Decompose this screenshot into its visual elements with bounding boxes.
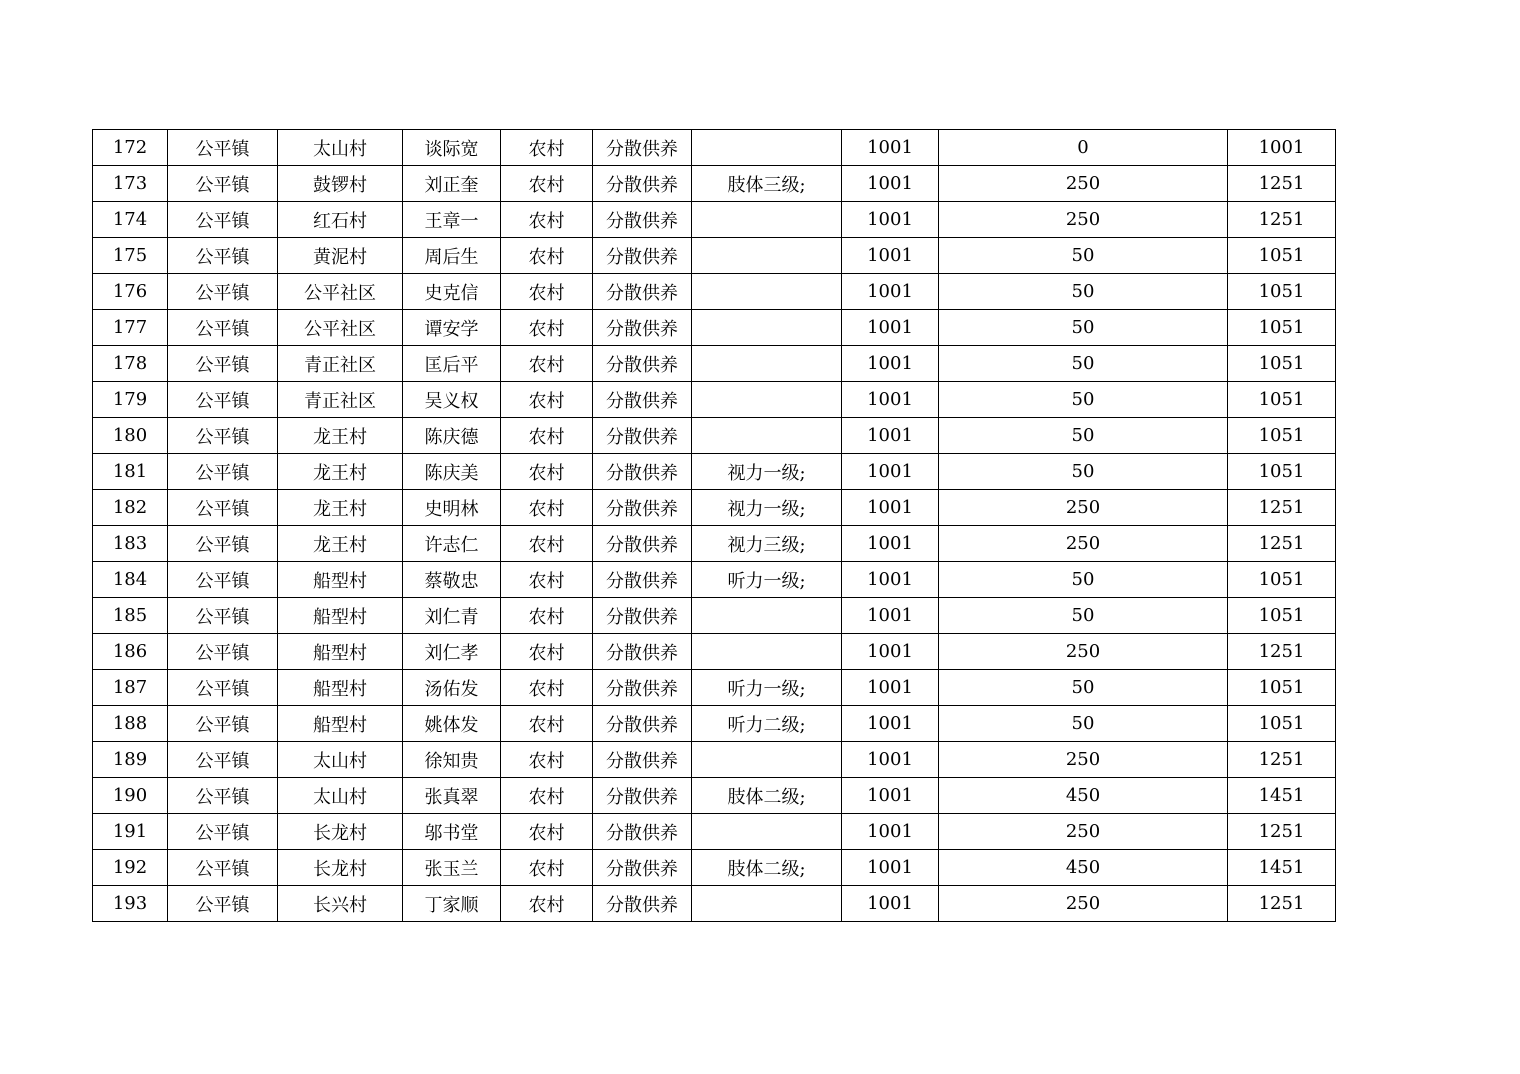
town-cell: 公平镇 bbox=[168, 886, 278, 922]
disability-level-cell: 视力一级; bbox=[692, 454, 842, 490]
extra-amount-cell: 250 bbox=[939, 742, 1228, 778]
town-cell: 公平镇 bbox=[168, 598, 278, 634]
row-number-cell: 192 bbox=[93, 850, 168, 886]
village-cell: 船型村 bbox=[278, 670, 403, 706]
total-amount-cell: 1451 bbox=[1228, 778, 1336, 814]
town-cell: 公平镇 bbox=[168, 562, 278, 598]
total-amount-cell: 1251 bbox=[1228, 526, 1336, 562]
base-amount-cell: 1001 bbox=[842, 238, 939, 274]
data-table bbox=[92, 129, 1336, 922]
row-number-cell: 182 bbox=[93, 490, 168, 526]
table-row bbox=[93, 166, 1336, 202]
disability-level-cell: 肢体三级; bbox=[692, 166, 842, 202]
table-row bbox=[93, 850, 1336, 886]
town-cell: 公平镇 bbox=[168, 166, 278, 202]
area-type-cell: 农村 bbox=[501, 166, 593, 202]
table-row bbox=[93, 346, 1336, 382]
extra-amount-cell: 50 bbox=[939, 418, 1228, 454]
extra-amount-cell: 50 bbox=[939, 310, 1228, 346]
base-amount-cell: 1001 bbox=[842, 850, 939, 886]
total-amount-cell: 1251 bbox=[1228, 166, 1336, 202]
area-type-cell: 农村 bbox=[501, 670, 593, 706]
row-number-cell: 178 bbox=[93, 346, 168, 382]
extra-amount-cell: 250 bbox=[939, 814, 1228, 850]
area-type-cell: 农村 bbox=[501, 778, 593, 814]
area-type-cell: 农村 bbox=[501, 238, 593, 274]
support-type-cell: 分散供养 bbox=[593, 634, 692, 670]
row-number-cell: 193 bbox=[93, 886, 168, 922]
row-number-cell: 189 bbox=[93, 742, 168, 778]
person-name-cell: 徐知贵 bbox=[403, 742, 501, 778]
row-number-cell: 190 bbox=[93, 778, 168, 814]
table-body bbox=[93, 130, 1336, 922]
village-cell: 龙王村 bbox=[278, 454, 403, 490]
extra-amount-cell: 250 bbox=[939, 526, 1228, 562]
extra-amount-cell: 250 bbox=[939, 490, 1228, 526]
area-type-cell: 农村 bbox=[501, 490, 593, 526]
village-cell: 船型村 bbox=[278, 706, 403, 742]
total-amount-cell: 1251 bbox=[1228, 634, 1336, 670]
person-name-cell: 张真翠 bbox=[403, 778, 501, 814]
support-type-cell: 分散供养 bbox=[593, 490, 692, 526]
disability-level-cell bbox=[692, 634, 842, 670]
village-cell: 船型村 bbox=[278, 562, 403, 598]
person-name-cell: 许志仁 bbox=[403, 526, 501, 562]
disability-level-cell: 听力二级; bbox=[692, 706, 842, 742]
area-type-cell: 农村 bbox=[501, 274, 593, 310]
town-cell: 公平镇 bbox=[168, 850, 278, 886]
town-cell: 公平镇 bbox=[168, 274, 278, 310]
town-cell: 公平镇 bbox=[168, 382, 278, 418]
total-amount-cell: 1051 bbox=[1228, 238, 1336, 274]
table-row bbox=[93, 274, 1336, 310]
table-row bbox=[93, 706, 1336, 742]
area-type-cell: 农村 bbox=[501, 706, 593, 742]
village-cell: 公平社区 bbox=[278, 274, 403, 310]
table-row bbox=[93, 598, 1336, 634]
base-amount-cell: 1001 bbox=[842, 202, 939, 238]
row-number-cell: 179 bbox=[93, 382, 168, 418]
extra-amount-cell: 50 bbox=[939, 598, 1228, 634]
village-cell: 龙王村 bbox=[278, 526, 403, 562]
person-name-cell: 蔡敬忠 bbox=[403, 562, 501, 598]
row-number-cell: 175 bbox=[93, 238, 168, 274]
person-name-cell: 丁家顺 bbox=[403, 886, 501, 922]
table-row bbox=[93, 454, 1336, 490]
disability-level-cell bbox=[692, 202, 842, 238]
area-type-cell: 农村 bbox=[501, 382, 593, 418]
town-cell: 公平镇 bbox=[168, 778, 278, 814]
row-number-cell: 177 bbox=[93, 310, 168, 346]
village-cell: 黄泥村 bbox=[278, 238, 403, 274]
support-type-cell: 分散供养 bbox=[593, 814, 692, 850]
total-amount-cell: 1251 bbox=[1228, 742, 1336, 778]
extra-amount-cell: 450 bbox=[939, 850, 1228, 886]
disability-level-cell bbox=[692, 886, 842, 922]
town-cell: 公平镇 bbox=[168, 310, 278, 346]
table-row bbox=[93, 670, 1336, 706]
base-amount-cell: 1001 bbox=[842, 418, 939, 454]
area-type-cell: 农村 bbox=[501, 454, 593, 490]
extra-amount-cell: 50 bbox=[939, 346, 1228, 382]
area-type-cell: 农村 bbox=[501, 598, 593, 634]
base-amount-cell: 1001 bbox=[842, 526, 939, 562]
village-cell: 船型村 bbox=[278, 598, 403, 634]
area-type-cell: 农村 bbox=[501, 202, 593, 238]
village-cell: 长兴村 bbox=[278, 886, 403, 922]
area-type-cell: 农村 bbox=[501, 814, 593, 850]
total-amount-cell: 1051 bbox=[1228, 382, 1336, 418]
total-amount-cell: 1251 bbox=[1228, 886, 1336, 922]
village-cell: 太山村 bbox=[278, 778, 403, 814]
extra-amount-cell: 250 bbox=[939, 886, 1228, 922]
disability-level-cell: 听力一级; bbox=[692, 670, 842, 706]
table-row bbox=[93, 130, 1336, 166]
total-amount-cell: 1251 bbox=[1228, 202, 1336, 238]
extra-amount-cell: 450 bbox=[939, 778, 1228, 814]
table-row bbox=[93, 742, 1336, 778]
disability-level-cell bbox=[692, 310, 842, 346]
base-amount-cell: 1001 bbox=[842, 670, 939, 706]
person-name-cell: 邬书堂 bbox=[403, 814, 501, 850]
disability-level-cell bbox=[692, 130, 842, 166]
total-amount-cell: 1451 bbox=[1228, 850, 1336, 886]
person-name-cell: 匡后平 bbox=[403, 346, 501, 382]
disability-level-cell bbox=[692, 274, 842, 310]
disability-level-cell: 肢体二级; bbox=[692, 850, 842, 886]
village-cell: 太山村 bbox=[278, 130, 403, 166]
disability-level-cell: 视力一级; bbox=[692, 490, 842, 526]
area-type-cell: 农村 bbox=[501, 310, 593, 346]
town-cell: 公平镇 bbox=[168, 634, 278, 670]
person-name-cell: 张玉兰 bbox=[403, 850, 501, 886]
village-cell: 船型村 bbox=[278, 634, 403, 670]
support-type-cell: 分散供养 bbox=[593, 346, 692, 382]
extra-amount-cell: 50 bbox=[939, 382, 1228, 418]
village-cell: 青正社区 bbox=[278, 346, 403, 382]
base-amount-cell: 1001 bbox=[842, 130, 939, 166]
area-type-cell: 农村 bbox=[501, 562, 593, 598]
base-amount-cell: 1001 bbox=[842, 706, 939, 742]
table-row bbox=[93, 526, 1336, 562]
total-amount-cell: 1051 bbox=[1228, 418, 1336, 454]
total-amount-cell: 1051 bbox=[1228, 670, 1336, 706]
person-name-cell: 谭安学 bbox=[403, 310, 501, 346]
person-name-cell: 周后生 bbox=[403, 238, 501, 274]
town-cell: 公平镇 bbox=[168, 814, 278, 850]
town-cell: 公平镇 bbox=[168, 742, 278, 778]
table-row bbox=[93, 886, 1336, 922]
extra-amount-cell: 250 bbox=[939, 634, 1228, 670]
disability-level-cell bbox=[692, 238, 842, 274]
disability-level-cell bbox=[692, 598, 842, 634]
row-number-cell: 183 bbox=[93, 526, 168, 562]
town-cell: 公平镇 bbox=[168, 454, 278, 490]
base-amount-cell: 1001 bbox=[842, 310, 939, 346]
base-amount-cell: 1001 bbox=[842, 166, 939, 202]
support-type-cell: 分散供养 bbox=[593, 382, 692, 418]
base-amount-cell: 1001 bbox=[842, 598, 939, 634]
extra-amount-cell: 0 bbox=[939, 130, 1228, 166]
person-name-cell: 史明林 bbox=[403, 490, 501, 526]
row-number-cell: 186 bbox=[93, 634, 168, 670]
table-row bbox=[93, 814, 1336, 850]
person-name-cell: 刘正奎 bbox=[403, 166, 501, 202]
table-row bbox=[93, 238, 1336, 274]
person-name-cell: 姚体发 bbox=[403, 706, 501, 742]
village-cell: 公平社区 bbox=[278, 310, 403, 346]
base-amount-cell: 1001 bbox=[842, 382, 939, 418]
total-amount-cell: 1051 bbox=[1228, 598, 1336, 634]
table-row bbox=[93, 634, 1336, 670]
village-cell: 龙王村 bbox=[278, 418, 403, 454]
base-amount-cell: 1001 bbox=[842, 814, 939, 850]
total-amount-cell: 1051 bbox=[1228, 346, 1336, 382]
village-cell: 龙王村 bbox=[278, 490, 403, 526]
row-number-cell: 184 bbox=[93, 562, 168, 598]
row-number-cell: 185 bbox=[93, 598, 168, 634]
disability-level-cell bbox=[692, 742, 842, 778]
village-cell: 青正社区 bbox=[278, 382, 403, 418]
support-type-cell: 分散供养 bbox=[593, 742, 692, 778]
total-amount-cell: 1251 bbox=[1228, 490, 1336, 526]
row-number-cell: 174 bbox=[93, 202, 168, 238]
area-type-cell: 农村 bbox=[501, 418, 593, 454]
table-row bbox=[93, 490, 1336, 526]
support-type-cell: 分散供养 bbox=[593, 670, 692, 706]
person-name-cell: 王章一 bbox=[403, 202, 501, 238]
town-cell: 公平镇 bbox=[168, 202, 278, 238]
base-amount-cell: 1001 bbox=[842, 886, 939, 922]
town-cell: 公平镇 bbox=[168, 490, 278, 526]
person-name-cell: 陈庆德 bbox=[403, 418, 501, 454]
support-type-cell: 分散供养 bbox=[593, 526, 692, 562]
total-amount-cell: 1051 bbox=[1228, 562, 1336, 598]
total-amount-cell: 1251 bbox=[1228, 814, 1336, 850]
table-row bbox=[93, 418, 1336, 454]
extra-amount-cell: 50 bbox=[939, 706, 1228, 742]
support-type-cell: 分散供养 bbox=[593, 202, 692, 238]
person-name-cell: 刘仁青 bbox=[403, 598, 501, 634]
support-type-cell: 分散供养 bbox=[593, 706, 692, 742]
town-cell: 公平镇 bbox=[168, 526, 278, 562]
base-amount-cell: 1001 bbox=[842, 274, 939, 310]
area-type-cell: 农村 bbox=[501, 634, 593, 670]
support-type-cell: 分散供养 bbox=[593, 562, 692, 598]
table-row bbox=[93, 562, 1336, 598]
disability-level-cell bbox=[692, 814, 842, 850]
base-amount-cell: 1001 bbox=[842, 778, 939, 814]
disability-level-cell bbox=[692, 382, 842, 418]
base-amount-cell: 1001 bbox=[842, 454, 939, 490]
village-cell: 太山村 bbox=[278, 742, 403, 778]
support-type-cell: 分散供养 bbox=[593, 850, 692, 886]
row-number-cell: 181 bbox=[93, 454, 168, 490]
support-type-cell: 分散供养 bbox=[593, 418, 692, 454]
area-type-cell: 农村 bbox=[501, 130, 593, 166]
table-row bbox=[93, 778, 1336, 814]
town-cell: 公平镇 bbox=[168, 130, 278, 166]
table-row bbox=[93, 310, 1336, 346]
town-cell: 公平镇 bbox=[168, 418, 278, 454]
area-type-cell: 农村 bbox=[501, 526, 593, 562]
row-number-cell: 173 bbox=[93, 166, 168, 202]
support-type-cell: 分散供养 bbox=[593, 166, 692, 202]
disability-level-cell bbox=[692, 346, 842, 382]
disability-level-cell bbox=[692, 418, 842, 454]
village-cell: 红石村 bbox=[278, 202, 403, 238]
base-amount-cell: 1001 bbox=[842, 490, 939, 526]
base-amount-cell: 1001 bbox=[842, 562, 939, 598]
extra-amount-cell: 250 bbox=[939, 202, 1228, 238]
support-type-cell: 分散供养 bbox=[593, 130, 692, 166]
base-amount-cell: 1001 bbox=[842, 634, 939, 670]
extra-amount-cell: 50 bbox=[939, 670, 1228, 706]
total-amount-cell: 1051 bbox=[1228, 706, 1336, 742]
support-type-cell: 分散供养 bbox=[593, 454, 692, 490]
area-type-cell: 农村 bbox=[501, 742, 593, 778]
total-amount-cell: 1051 bbox=[1228, 454, 1336, 490]
extra-amount-cell: 50 bbox=[939, 274, 1228, 310]
total-amount-cell: 1001 bbox=[1228, 130, 1336, 166]
extra-amount-cell: 50 bbox=[939, 454, 1228, 490]
support-type-cell: 分散供养 bbox=[593, 310, 692, 346]
support-type-cell: 分散供养 bbox=[593, 274, 692, 310]
area-type-cell: 农村 bbox=[501, 850, 593, 886]
base-amount-cell: 1001 bbox=[842, 346, 939, 382]
support-type-cell: 分散供养 bbox=[593, 886, 692, 922]
town-cell: 公平镇 bbox=[168, 238, 278, 274]
person-name-cell: 汤佑发 bbox=[403, 670, 501, 706]
support-type-cell: 分散供养 bbox=[593, 598, 692, 634]
village-cell: 长龙村 bbox=[278, 814, 403, 850]
support-type-cell: 分散供养 bbox=[593, 238, 692, 274]
row-number-cell: 187 bbox=[93, 670, 168, 706]
row-number-cell: 176 bbox=[93, 274, 168, 310]
area-type-cell: 农村 bbox=[501, 886, 593, 922]
row-number-cell: 180 bbox=[93, 418, 168, 454]
town-cell: 公平镇 bbox=[168, 670, 278, 706]
disability-level-cell: 视力三级; bbox=[692, 526, 842, 562]
person-name-cell: 陈庆美 bbox=[403, 454, 501, 490]
town-cell: 公平镇 bbox=[168, 706, 278, 742]
disability-level-cell: 肢体二级; bbox=[692, 778, 842, 814]
row-number-cell: 191 bbox=[93, 814, 168, 850]
extra-amount-cell: 50 bbox=[939, 562, 1228, 598]
row-number-cell: 188 bbox=[93, 706, 168, 742]
town-cell: 公平镇 bbox=[168, 346, 278, 382]
extra-amount-cell: 50 bbox=[939, 238, 1228, 274]
disability-level-cell: 听力一级; bbox=[692, 562, 842, 598]
person-name-cell: 刘仁孝 bbox=[403, 634, 501, 670]
person-name-cell: 史克信 bbox=[403, 274, 501, 310]
village-cell: 鼓锣村 bbox=[278, 166, 403, 202]
total-amount-cell: 1051 bbox=[1228, 310, 1336, 346]
support-type-cell: 分散供养 bbox=[593, 778, 692, 814]
total-amount-cell: 1051 bbox=[1228, 274, 1336, 310]
table-row bbox=[93, 202, 1336, 238]
person-name-cell: 谈际宽 bbox=[403, 130, 501, 166]
village-cell: 长龙村 bbox=[278, 850, 403, 886]
table-row bbox=[93, 382, 1336, 418]
row-number-cell: 172 bbox=[93, 130, 168, 166]
person-name-cell: 吴义权 bbox=[403, 382, 501, 418]
extra-amount-cell: 250 bbox=[939, 166, 1228, 202]
base-amount-cell: 1001 bbox=[842, 742, 939, 778]
area-type-cell: 农村 bbox=[501, 346, 593, 382]
